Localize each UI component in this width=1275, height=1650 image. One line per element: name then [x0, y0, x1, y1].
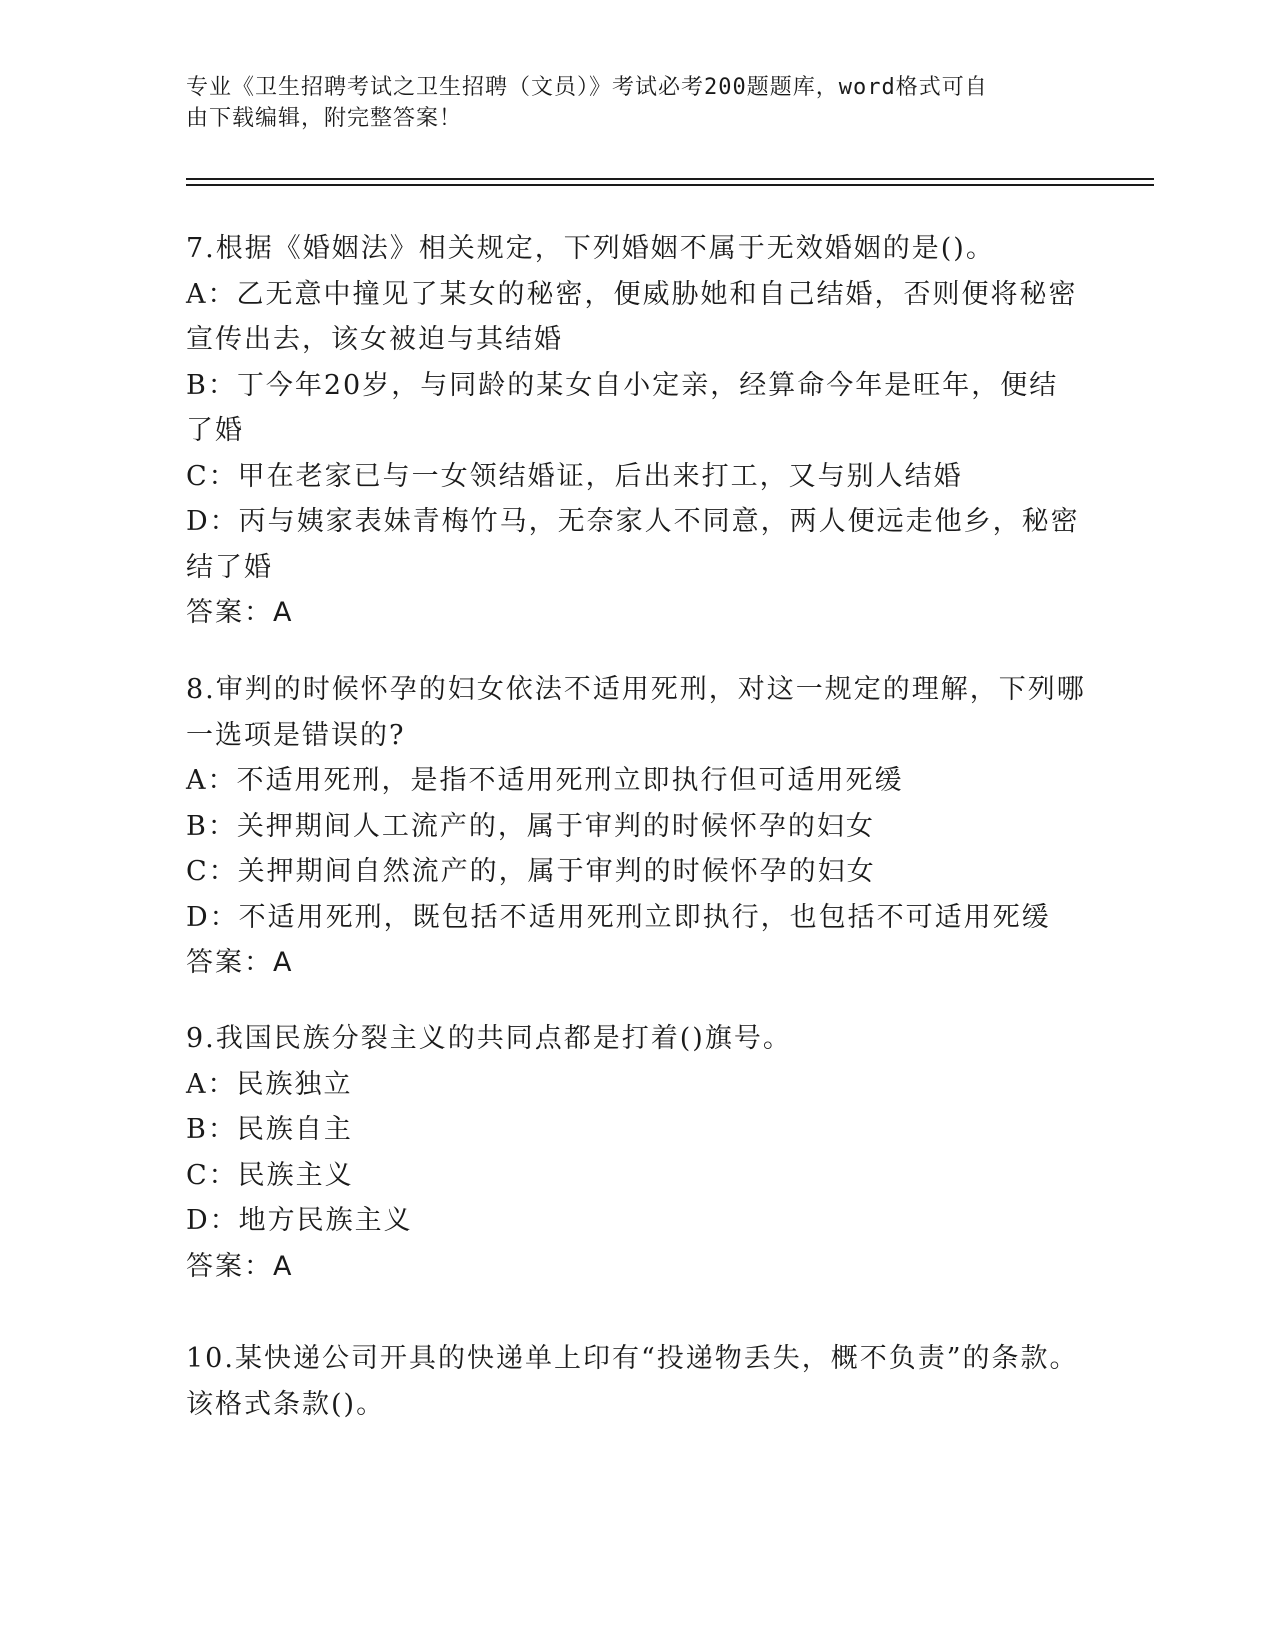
option-a: A：民族独立	[186, 1068, 353, 1100]
answer: 答案：A	[186, 947, 294, 978]
option-c: C：关押期间自然流产的，属于审判的时候怀孕的妇女	[186, 856, 876, 887]
option-b: B：民族自主	[186, 1114, 353, 1145]
option-a: A：不适用死刑，是指不适用死刑立即执行但可适用死缓	[186, 765, 904, 796]
question-7	[186, 226, 1086, 636]
header-line-2: 由下载编辑，附完整答案！	[186, 106, 463, 131]
question-stem: 8.审判的时候怀孕的妇女依法不适用死刑，对这一规定的理解，下列哪一选项是错误的?	[186, 674, 1086, 751]
option-c: C：甲在老家已与一女领结婚证，后出来打工，又与别人结婚	[186, 460, 963, 492]
question-stem: 7.根据《婚姻法》相关规定，下列婚姻不属于无效婚姻的是()。	[186, 233, 995, 264]
document-header	[186, 72, 1066, 134]
option-b: B：丁今年20岁，与同龄的某女自小定亲，经算命今年是旺年，便结了婚	[186, 369, 1059, 446]
question-stem: 9.我国民族分裂主义的共同点都是打着()旗号。	[186, 1023, 792, 1054]
header-line-1: 专业《卫生招聘考试之卫生招聘（文员）》考试必考200题题库，word格式可自	[186, 75, 988, 100]
option-b: B：关押期间人工流产的，属于审判的时候怀孕的妇女	[186, 810, 875, 842]
answer: 答案：A	[186, 597, 294, 628]
question-8	[186, 667, 1086, 986]
option-d: D：不适用死刑，既包括不适用死刑立即执行，也包括不可适用死缓	[186, 901, 1051, 933]
option-d: D：地方民族主义	[186, 1205, 413, 1236]
question-10	[186, 1336, 1086, 1427]
option-c: C：民族主义	[186, 1159, 354, 1191]
question-9	[186, 1016, 1086, 1289]
option-a: A：乙无意中撞见了某女的秘密，便威胁她和自己结婚，否则便将秘密宣传出去，该女被迫与其结婚	[186, 278, 1078, 355]
question-stem: 10.某快递公司开具的快递单上印有“投递物丢失，概不负责”的条款。该格式条款()。	[186, 1343, 1079, 1420]
answer: 答案：A	[186, 1250, 294, 1282]
option-d: D：丙与姨家表妹青梅竹马，无奈家人不同意，两人便远走他乡，秘密结了婚	[186, 506, 1080, 583]
header-divider-bottom	[186, 184, 1154, 186]
header-divider-top	[186, 178, 1154, 180]
